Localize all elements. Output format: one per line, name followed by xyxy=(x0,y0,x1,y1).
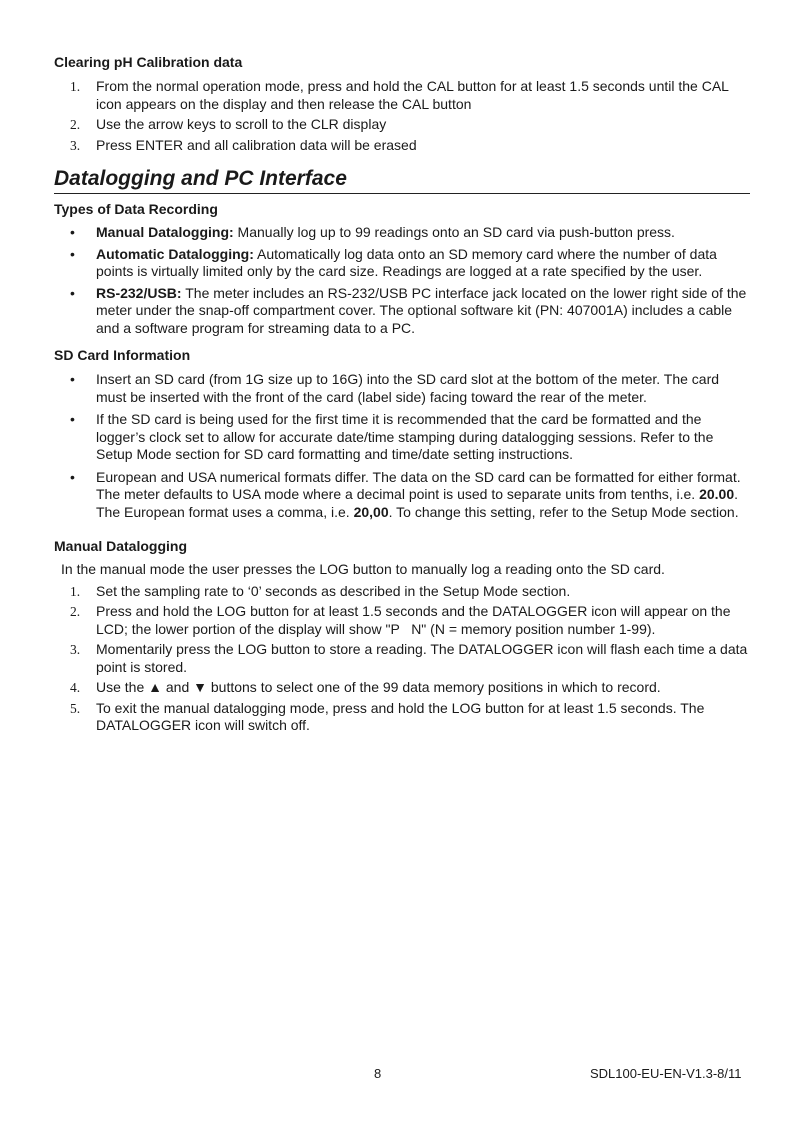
list-item xyxy=(54,224,750,242)
step-text: Press and hold the LOG button for at least 1.5 seconds and the DATALOGGER icon will appear on the LCD; the lower portion of the display will show "P N" (N = memory position number 1-99). xyxy=(96,603,735,637)
page-content xyxy=(54,54,750,735)
usa-format-example: 20.00 xyxy=(699,486,735,502)
types-list xyxy=(54,224,750,337)
document-id: SDL100-EU-EN-V1.3-8/11 xyxy=(590,1066,742,1081)
step-number: 3. xyxy=(70,642,81,657)
list-item xyxy=(54,700,750,735)
list-item xyxy=(54,137,750,155)
list-item xyxy=(54,411,750,464)
step-number: 1. xyxy=(70,79,81,94)
calibration-steps xyxy=(54,78,750,154)
step-text: Use the ▲ and ▼ buttons to select one of the 99 data memory positions in which to record. xyxy=(96,679,661,695)
bullet-icon xyxy=(54,224,96,242)
step-number: 5. xyxy=(70,700,81,716)
step-text: Use the arrow keys to scroll to the CLR display xyxy=(96,116,387,132)
step-number: 2. xyxy=(70,117,81,132)
sdcard-heading: SD Card Information xyxy=(54,347,191,363)
types-heading: Types of Data Recording xyxy=(54,201,218,217)
item-text: European and USA numerical formats differ. The data on the SD card can be formatted for either format. The meter defaults to USA mode where a decimal point is used to separate units from tenths, i.e. xyxy=(96,468,741,502)
eu-format-example: 20,00 xyxy=(353,503,389,520)
item-label: Manual Datalogging: xyxy=(96,224,234,240)
step-number: 3. xyxy=(70,137,81,153)
bullet-icon xyxy=(54,469,96,522)
section-title: Datalogging and PC Interface xyxy=(54,166,750,194)
bullet-icon xyxy=(54,371,96,406)
list-item xyxy=(54,603,750,638)
step-number: 4. xyxy=(70,680,81,695)
step-text: To exit the manual datalogging mode, press and hold the LOG button for at least 1.5 seconds. The DATALOGGER icon will switch off. xyxy=(96,699,705,733)
item-text: . The European format uses a comma, i.e. xyxy=(96,486,739,520)
item-text: Automatically log data onto an SD memory card where the number of data points is virtually limited only by the card size. Readings are logged at a rate specified by the user. xyxy=(96,245,717,279)
item-text: Insert an SD card (from 1G size up to 16G) into the SD card slot at the bottom of the meter. The card must be inserted with the front of the card (label side) facing toward the rear of the meter. xyxy=(96,371,720,405)
list-item xyxy=(54,116,750,134)
item-label: Automatic Datalogging: xyxy=(96,245,254,262)
step-text: From the normal operation mode, press and hold the CAL button for at least 1.5 seconds until the CAL icon appears on the display and then release the CAL button xyxy=(96,78,729,112)
item-text: If the SD card is being used for the first time it is recommended that the card be formatted and the logger’s clock set to allow for accurate date/time stamping during datalogging sessions. Refer to the Setup Mode section for SD card formatting and time/date setting instructions. xyxy=(96,411,714,462)
step-text: Momentarily press the LOG button to store a reading. The DATALOGGER icon will flash each time a data point is stored. xyxy=(96,641,748,675)
manual-heading: Manual Datalogging xyxy=(54,538,187,554)
item-text: . To change this setting, refer to the Setup Mode section. xyxy=(388,503,739,520)
step-text: Set the sampling rate to ‘0’ seconds as described in the Setup Mode section. xyxy=(96,582,571,599)
manual-intro: In the manual mode the user presses the LOG button to manually log a reading onto the SD card. xyxy=(61,561,665,577)
sdcard-list xyxy=(54,371,750,521)
calibration-heading: Clearing pH Calibration data xyxy=(54,54,243,70)
list-item xyxy=(54,78,750,113)
step-number: 1. xyxy=(70,583,81,599)
page-number: 8 xyxy=(374,1066,382,1081)
list-item xyxy=(54,246,750,281)
bullet-icon xyxy=(54,246,96,281)
list-item xyxy=(54,583,750,601)
step-number: 2. xyxy=(70,604,81,619)
list-item xyxy=(54,679,750,697)
item-label: RS-232/USB: xyxy=(96,284,182,301)
item-text: The meter includes an RS-232/USB PC interface jack located on the lower right side of the meter under the snap-off compartment cover. The optional software kit (PN: 407001A) includes a cable and a software program for streaming data to a PC. xyxy=(96,284,747,336)
step-text: Press ENTER and all calibration data will be erased xyxy=(96,136,417,153)
item-text: Manually log up to 99 readings onto an SD card via push-button press. xyxy=(233,224,675,240)
list-item xyxy=(54,641,750,676)
manual-steps xyxy=(54,583,750,735)
list-item xyxy=(54,469,750,522)
bullet-icon xyxy=(54,411,96,464)
bullet-icon xyxy=(54,285,96,338)
list-item xyxy=(54,285,750,338)
list-item xyxy=(54,371,750,406)
